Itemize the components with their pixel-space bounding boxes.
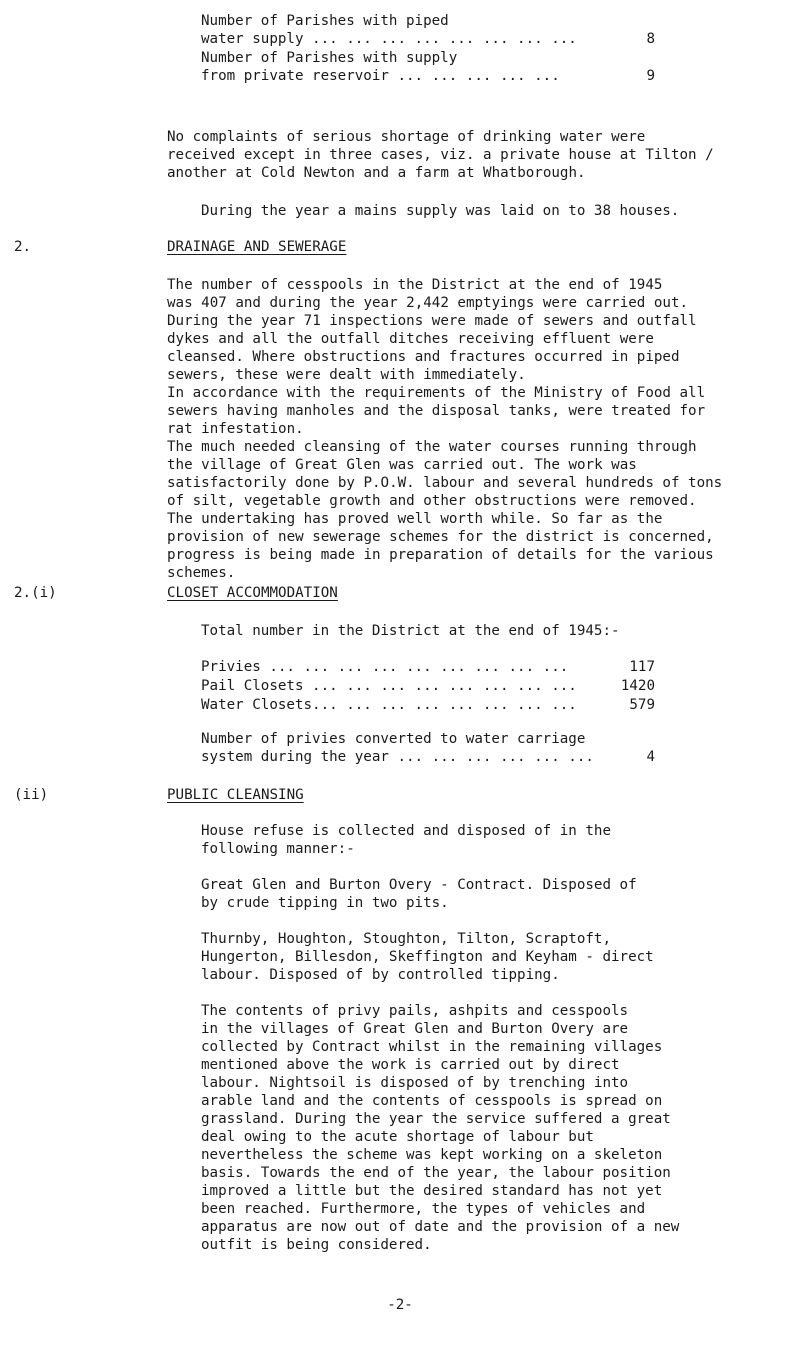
water-row-label-1: Number of Parishes with supply xyxy=(201,50,458,66)
text-line: nevertheless the scheme was kept working on a skeleton xyxy=(201,1147,663,1163)
text-line: was 407 and during the year 2,442 emptyings were carried out. xyxy=(167,295,689,311)
privies-converted xyxy=(201,730,655,767)
text-line: The much needed cleansing of the water courses running through xyxy=(167,439,697,455)
text-line: improved a little but the desired standard has not yet xyxy=(201,1183,663,1199)
text-line: arable land and the contents of cesspools is spread on xyxy=(201,1093,663,1109)
water-row-reservoir xyxy=(201,49,655,86)
water-row-label-1: Number of Parishes with piped xyxy=(201,13,449,29)
cleansing-contract-paragraph xyxy=(201,876,637,912)
text-line: The number of cesspools in the District at the end of 1945 xyxy=(167,277,663,293)
text-line: dykes and all the outfall ditches receiving effluent were xyxy=(167,331,654,347)
converted-label-2: system during the year ... ... ... ... ... ... xyxy=(201,749,594,765)
water-row-piped xyxy=(201,12,655,49)
water-row-value: 9 xyxy=(646,68,655,84)
cleansing-intro xyxy=(201,822,611,858)
closet-row-pail xyxy=(201,677,655,696)
text-line: Hungerton, Billesdon, Skeffington and Keyham - direct xyxy=(201,949,654,965)
text-line: Thurnby, Houghton, Stoughton, Tilton, Scraptoft, xyxy=(201,931,611,947)
text-line: The contents of privy pails, ashpits and cesspools xyxy=(201,1003,629,1019)
text-line: provision of new sewerage schemes for the district is concerned, xyxy=(167,529,714,545)
text-line: During the year 71 inspections were made of sewers and outfall xyxy=(167,313,697,329)
text-line: rat infestation. xyxy=(167,421,304,437)
closet-table xyxy=(201,658,655,715)
text-line: The undertaking has proved well worth while. So far as the xyxy=(167,511,663,527)
complaints-paragraph xyxy=(167,128,714,182)
text-line: House refuse is collected and disposed of in the xyxy=(201,823,611,839)
text-line: sewers having manholes and the disposal tanks, were treated for xyxy=(167,403,706,419)
mains-supply-text: During the year a mains supply was laid on to 38 houses. xyxy=(201,203,680,219)
text-line: received except in three cases, viz. a private house at Tilton / xyxy=(167,147,714,163)
text-line: schemes. xyxy=(167,565,236,581)
drainage-heading: DRAINAGE AND SEWERAGE xyxy=(167,239,347,255)
closet-row-label: Privies ... ... ... ... ... ... ... ... ... xyxy=(201,659,569,675)
drainage-paragraph xyxy=(167,276,722,582)
text-line: labour. Nightsoil is disposed of by trenching into xyxy=(201,1075,629,1091)
cleansing-direct-paragraph xyxy=(201,930,654,984)
text-line: satisfactorily done by P.O.W. labour and several hundreds of tons xyxy=(167,475,723,491)
text-line: the village of Great Glen was carried out. The work was xyxy=(167,457,637,473)
section-number: (ii) xyxy=(14,787,49,803)
closet-row-value: 1420 xyxy=(620,678,655,694)
text-line: collected by Contract whilst in the remaining villages xyxy=(201,1039,663,1055)
closet-row-label: Pail Closets ... ... ... ... ... ... ... ... xyxy=(201,678,577,694)
closet-row-privies xyxy=(201,658,655,677)
text-line: No complaints of serious shortage of drinking water were xyxy=(167,129,646,145)
text-line: mentioned above the work is carried out by direct xyxy=(201,1057,620,1073)
water-row-value: 8 xyxy=(646,31,655,47)
text-line: Great Glen and Burton Overy - Contract. Disposed of xyxy=(201,877,637,893)
closet-row-label: Water Closets... ... ... ... ... ... ... ... xyxy=(201,697,577,713)
converted-value: 4 xyxy=(646,749,655,765)
text-line: In accordance with the requirements of the Ministry of Food all xyxy=(167,385,706,401)
cleansing-nightsoil-paragraph xyxy=(201,1002,679,1254)
text-line: deal owing to the acute shortage of labour but xyxy=(201,1129,594,1145)
text-line: of silt, vegetable growth and other obstructions were removed. xyxy=(167,493,697,509)
text-line: in the villages of Great Glen and Burton Overy are xyxy=(201,1021,629,1037)
text-line: outfit is being considered. xyxy=(201,1237,432,1253)
text-line: grassland. During the year the service suffered a great xyxy=(201,1111,671,1127)
converted-label-1: Number of privies converted to water carriage xyxy=(201,731,586,747)
text-line: by crude tipping in two pits. xyxy=(201,895,449,911)
water-supply-table xyxy=(201,12,655,86)
cleansing-heading: PUBLIC CLEANSING xyxy=(167,787,304,803)
text-line: another at Cold Newton and a farm at Whatborough. xyxy=(167,165,586,181)
section-number: 2.(i) xyxy=(14,585,57,601)
closet-heading: CLOSET ACCOMMODATION xyxy=(167,585,338,601)
page-number: -2- xyxy=(387,1297,413,1313)
water-row-label-2: from private reservoir ... ... ... ... ... xyxy=(201,68,560,84)
text-line: labour. Disposed of by controlled tipping. xyxy=(201,967,560,983)
text-line: apparatus are now out of date and the provision of a new xyxy=(201,1219,680,1235)
section-number: 2. xyxy=(14,239,32,255)
water-row-label-2: water supply ... ... ... ... ... ... ... ... xyxy=(201,31,577,47)
text-line: progress is being made in preparation of details for the various xyxy=(167,547,714,563)
closet-row-value: 579 xyxy=(629,697,655,713)
closet-row-water xyxy=(201,696,655,715)
text-line: cleansed. Where obstructions and fractures occurred in piped xyxy=(167,349,680,365)
text-line: been reached. Furthermore, the types of vehicles and xyxy=(201,1201,646,1217)
text-line: basis. Towards the end of the year, the labour position xyxy=(201,1165,671,1181)
text-line: following manner:- xyxy=(201,841,355,857)
closet-row-value: 117 xyxy=(629,659,655,675)
closet-intro: Total number in the District at the end of 1945:- xyxy=(201,623,620,639)
text-line: sewers, these were dealt with immediately. xyxy=(167,367,526,383)
